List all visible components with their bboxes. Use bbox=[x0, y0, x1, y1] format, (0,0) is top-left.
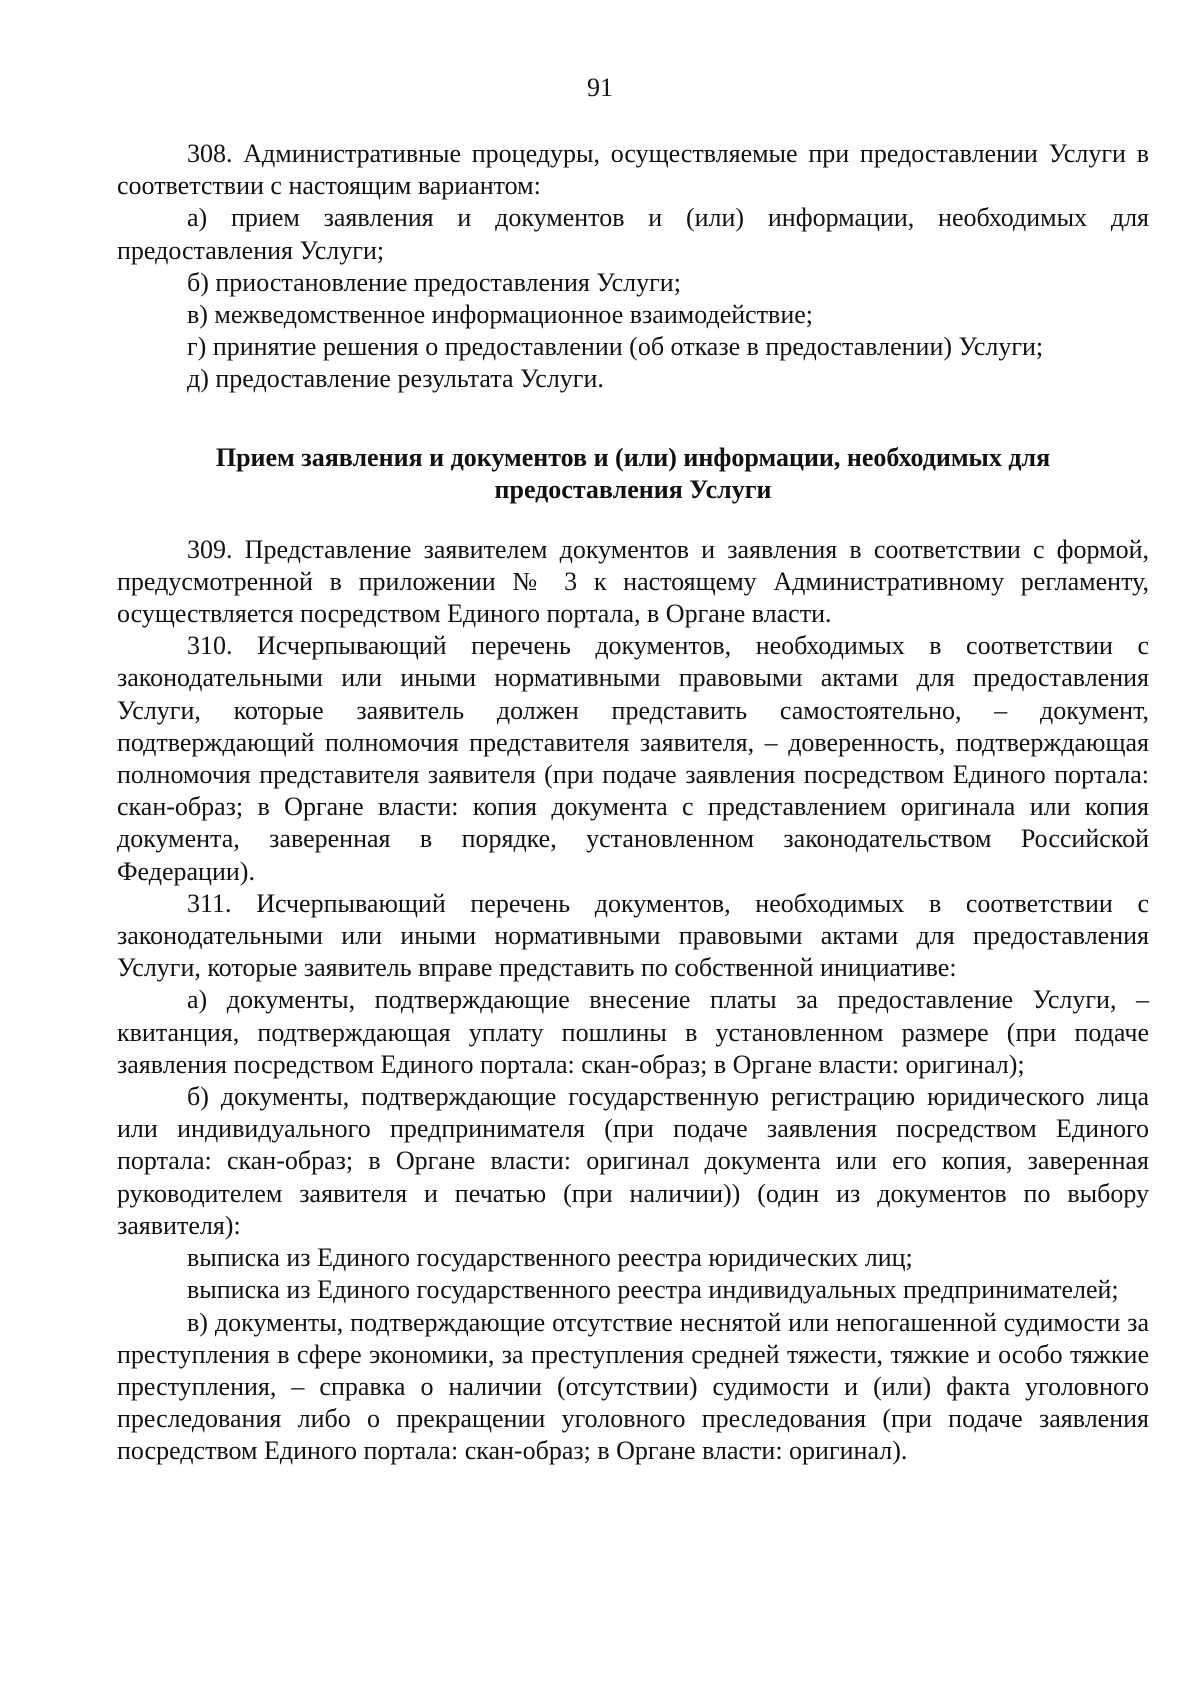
list-item-d: д) предоставление результата Услуги. bbox=[187, 364, 604, 394]
paragraph-311-a: а) документы, подтверждающие внесение платы за предоставление Услуги, – квитанция, подтверждающая уплату пошлины в установленном размере (при подаче заявления посредством Единого портала: скан-образ; в Органе власти: оригинал); bbox=[117, 985, 1149, 1079]
list-item-b: б) приостановление предоставления Услуги; bbox=[187, 267, 681, 297]
paragraph-308: 308. Административные процедуры, осуществляемые при предоставлении Услуги в соответствии с настоящим вариантом: bbox=[117, 139, 1149, 201]
list-item-a: а) прием заявления и документов и (или) информации, необходимых для предоставления Услуги; bbox=[117, 203, 1149, 265]
extract-entrepreneurs: выписка из Единого государственного реестра индивидуальных предпринимателей; bbox=[187, 1275, 1119, 1305]
page-number: 91 bbox=[587, 73, 613, 102]
extract-legal-entities: выписка из Единого государственного реестра юридических лиц; bbox=[187, 1243, 913, 1273]
paragraph-310: 310. Исчерпывающий перечень документов, необходимых в соответствии с законодательными или иными нормативными правовыми актами для предоставления Услуги, которые заявитель должен представить самостоятельно, – документ, подтверждающий полномочия представителя заявителя, – доверенность, подтверждающая полномочия представителя заявителя (при подаче заявления посредством Единого портала: скан-образ; в Органе власти: копия документа с представлением оригинала или копия документа, заверенная в порядке, установленном законодательством Российской Федерации). bbox=[117, 631, 1149, 886]
section-heading-line-2: предоставления Услуги bbox=[494, 474, 772, 504]
paragraph-311-b: б) документы, подтверждающие государственную регистрацию юридического лица или индивидуального предпринимателя (при подаче заявления посредством Единого портала: скан-образ; в Органе власти: оригинал документа или его копия, заверенная руководителем заявителя и печатью (при наличии)) (один из документов по выбору заявителя): bbox=[117, 1082, 1149, 1240]
list-item-v: в) межведомственное информационное взаимодействие; bbox=[187, 300, 814, 330]
paragraph-309: 309. Представление заявителем документов и заявления в соответствии с формой, предусмотренной в приложении № 3 к настоящему Административному регламенту, осуществляется посредством Единого портала, в Органе власти. bbox=[117, 534, 1149, 629]
section-heading-line-1: Прием заявления и документов и (или) информации, необходимых для bbox=[215, 442, 1051, 472]
document-body bbox=[117, 138, 1149, 1468]
list-item-g: г) принятие решения о предоставлении (об отказе в предоставлении) Услуги; bbox=[187, 332, 1044, 362]
paragraph-311: 311. Исчерпывающий перечень документов, необходимых в соответствии с законодательными или иными нормативными правовыми актами для предоставления Услуги, которые заявитель вправе представить по собственной инициативе: bbox=[117, 888, 1149, 983]
paragraph-311-v: в) документы, подтверждающие отсутствие неснятой или непогашенной судимости за преступления в сфере экономики, за преступления средней тяжести, тяжкие и особо тяжкие преступления, – справка о наличии (отсутствии) судимости и (или) факта уголовного преследования либо о прекращении уголовного преследования (при подаче заявления посредством Единого портала: скан-образ; в Органе власти: оригинал). bbox=[117, 1307, 1149, 1466]
section-heading bbox=[117, 442, 1149, 506]
